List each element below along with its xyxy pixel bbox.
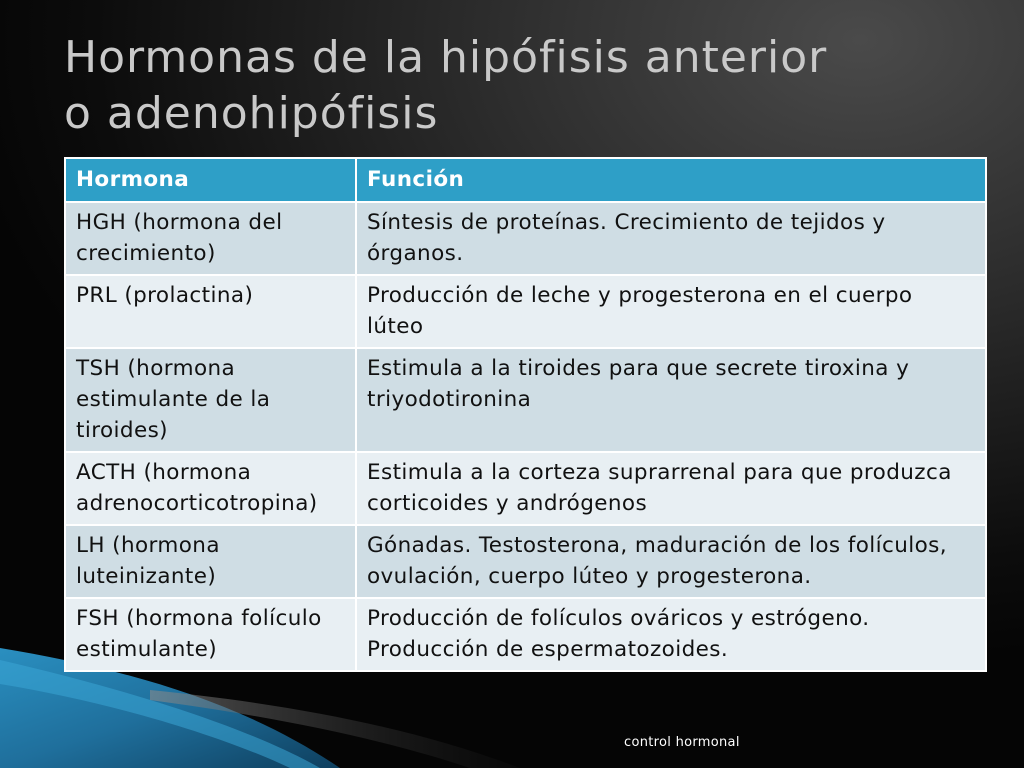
hormone-cell: LH (hormona luteinizante)	[65, 525, 356, 598]
column-header-funcion: Función	[356, 158, 986, 202]
hormone-cell: PRL (prolactina)	[65, 275, 356, 348]
function-cell: Gónadas. Testosterona, maduración de los folículos, ovulación, cuerpo lúteo y progesterona.	[356, 525, 986, 598]
column-header-hormona: Hormona	[65, 158, 356, 202]
table-row	[65, 202, 986, 275]
slide-footer: control hormonal	[624, 735, 740, 750]
hormone-table	[64, 157, 987, 672]
table-header-row	[65, 158, 986, 202]
slide-title	[64, 30, 964, 142]
table-row	[65, 452, 986, 525]
hormone-cell: HGH (hormona del crecimiento)	[65, 202, 356, 275]
table-row	[65, 275, 986, 348]
hormone-cell: TSH (hormona estimulante de la tiroides)	[65, 348, 356, 452]
hormone-cell: FSH (hormona folículo estimulante)	[65, 598, 356, 671]
hormone-cell: ACTH (hormona adrenocorticotropina)	[65, 452, 356, 525]
function-cell: Estimula a la tiroides para que secrete tiroxina y triyodotironina	[356, 348, 986, 452]
table-row	[65, 525, 986, 598]
slide-title-line-1: Hormonas de la hipófisis anterior	[64, 32, 828, 83]
function-cell: Producción de folículos ováricos y estrógeno. Producción de espermatozoides.	[356, 598, 986, 671]
slide-title-line-2: o adenohipófisis	[64, 88, 439, 139]
function-cell: Síntesis de proteínas. Crecimiento de tejidos y órganos.	[356, 202, 986, 275]
function-cell: Producción de leche y progesterona en el cuerpo lúteo	[356, 275, 986, 348]
function-cell: Estimula a la corteza suprarrenal para que produzca corticoides y andrógenos	[356, 452, 986, 525]
table-row	[65, 598, 986, 671]
table-row	[65, 348, 986, 452]
